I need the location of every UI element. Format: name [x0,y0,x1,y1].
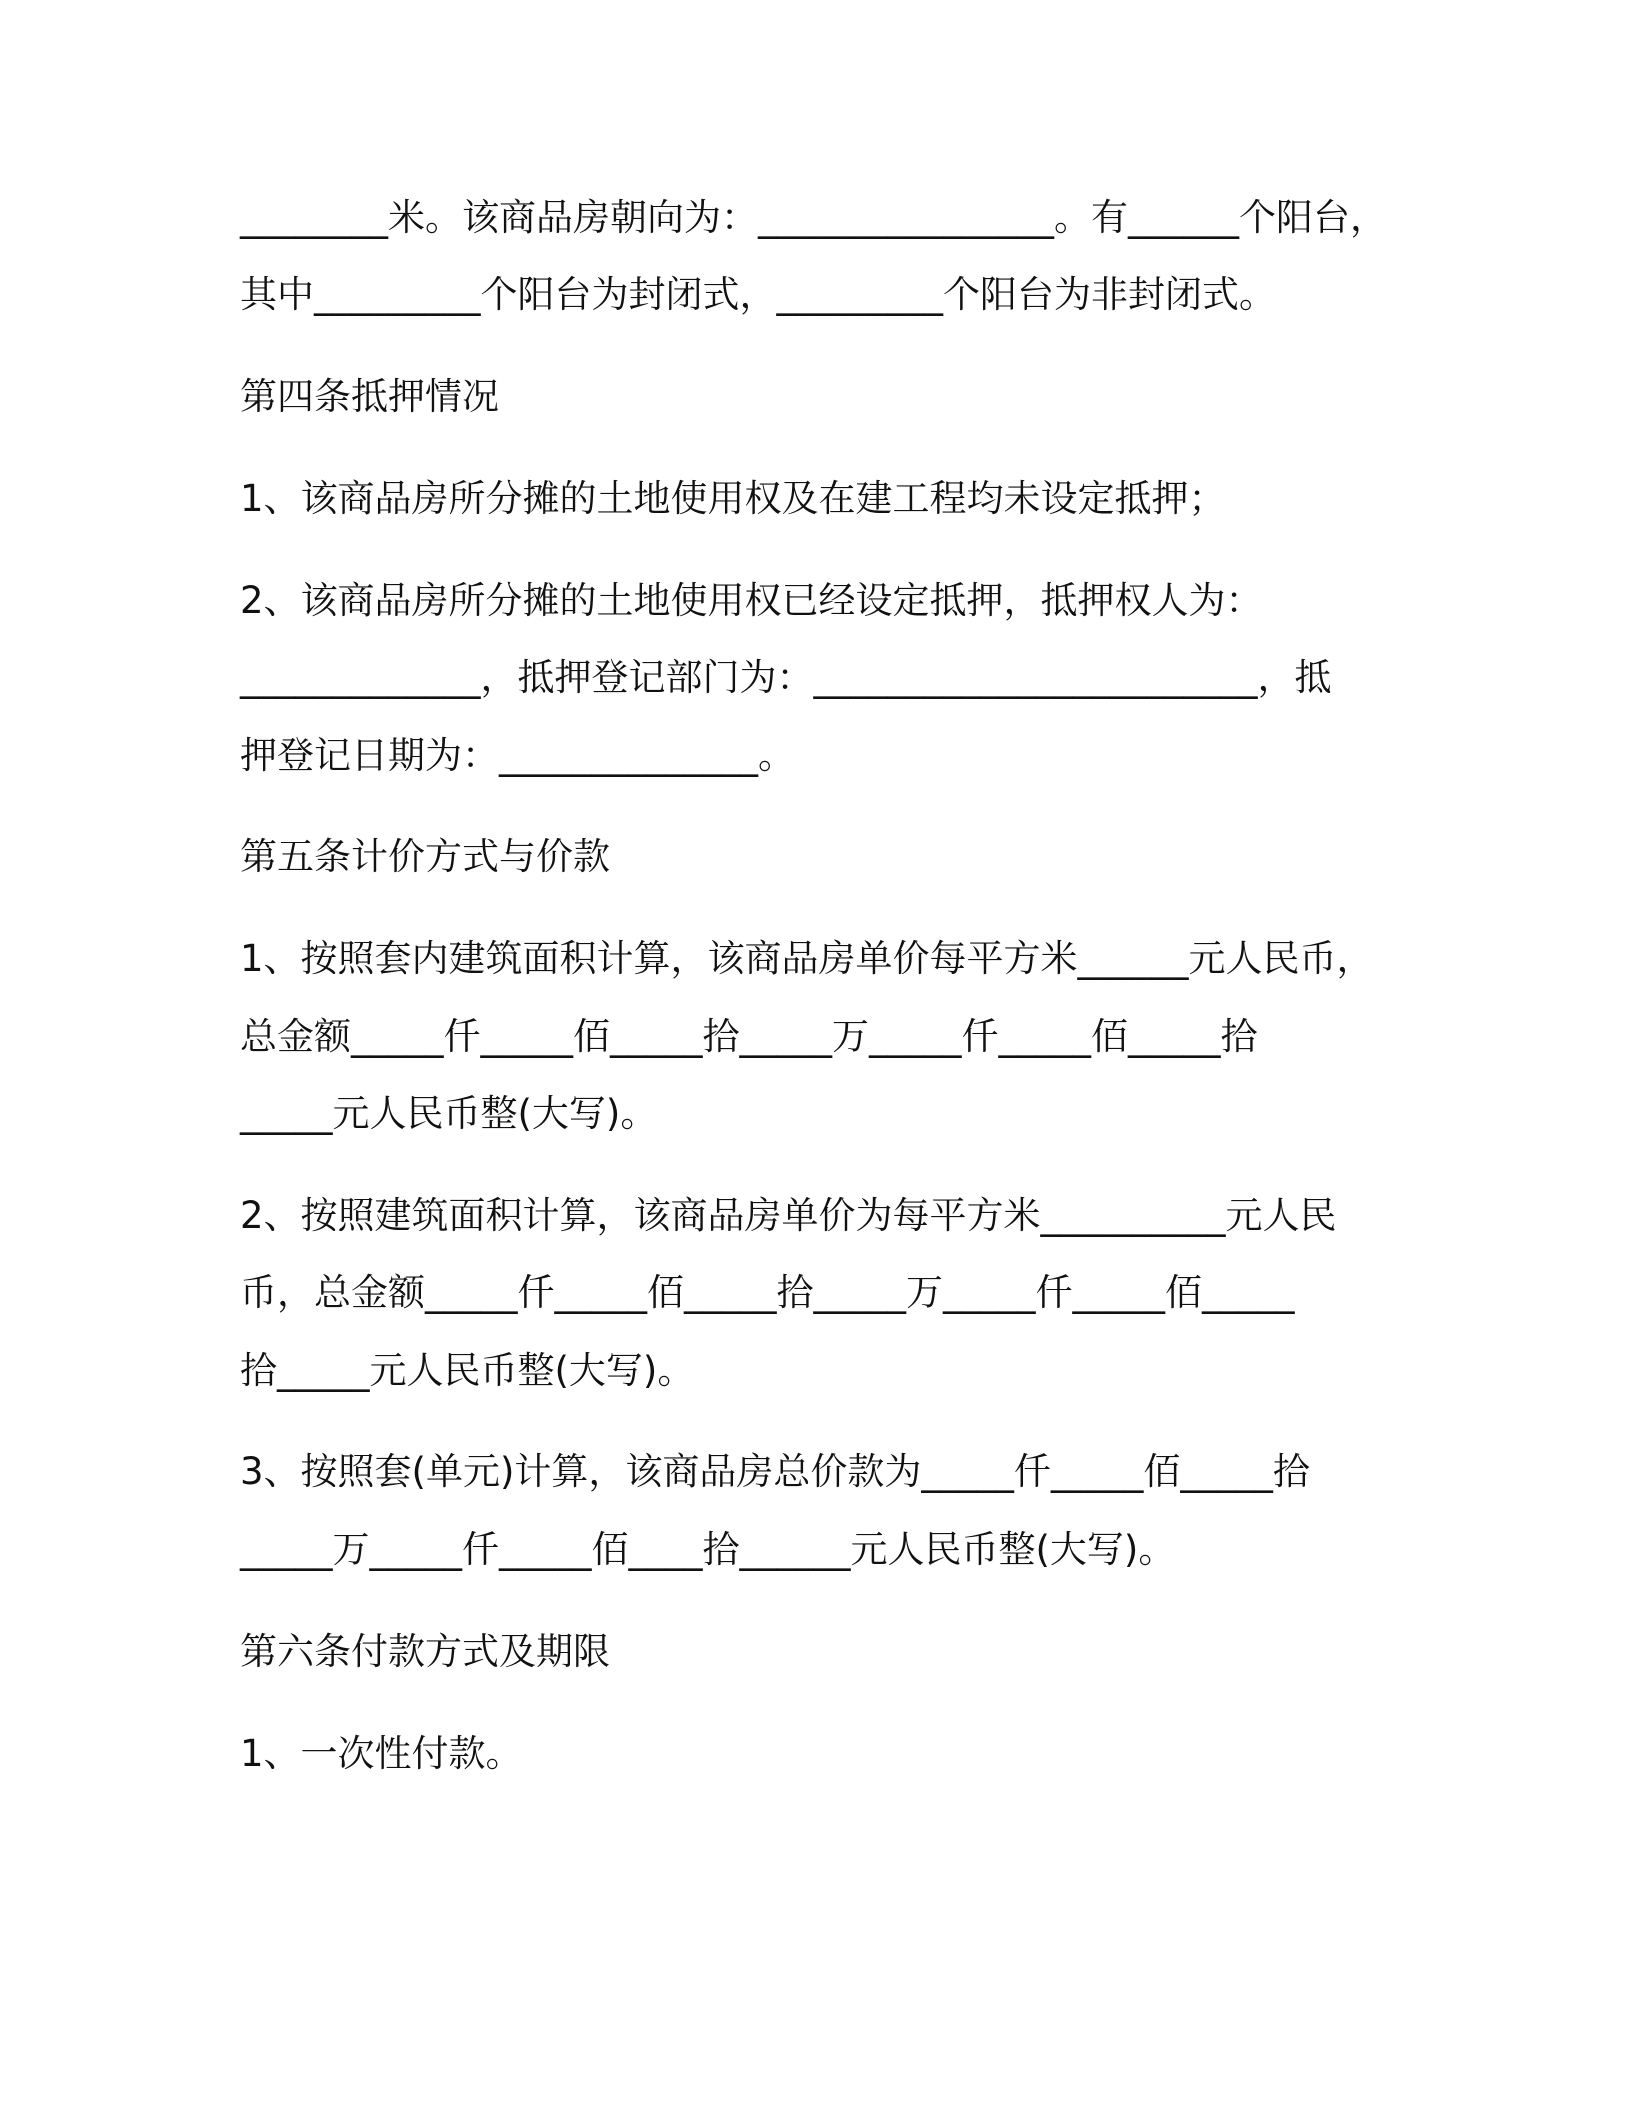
text-line: 押登记日期为：______________。 [240,734,795,777]
section-heading: 第六条付款方式及期限 [240,1630,610,1673]
text-line: ________米。该商品房朝向为：________________。有______个阳台， [240,196,1387,239]
text-line: _____元人民币整(大写)。 [240,1092,658,1135]
text-line: 拾_____元人民币整(大写)。 [240,1349,695,1392]
text-line: _____万_____仟_____佰____拾______元人民币整(大写)。 [240,1528,1176,1571]
text-line: 3、按照套(单元)计算，该商品房总价款为_____仟_____佰_____拾 [240,1450,1310,1493]
text-line: 2、按照建筑面积计算，该商品房单价为每平方米__________元人民 [240,1194,1337,1237]
section-heading: 第四条抵押情况 [240,375,499,418]
text-line: _____________，抵押登记部门为：________________________，抵 [240,656,1332,699]
section-heading: 第五条计价方式与价款 [240,835,610,878]
text-line: 币，总金额_____仟_____佰_____拾_____万_____仟_____佰_____ [240,1271,1295,1314]
text-line: 2、该商品房所分摊的土地使用权已经设定抵押，抵押权人为： [240,579,1263,622]
text-line: 总金额_____仟_____佰_____拾_____万_____仟_____佰_____拾 [240,1015,1258,1058]
text-line: 1、一次性付款。 [240,1732,523,1775]
text-line: 1、该商品房所分摊的土地使用权及在建工程均未设定抵押； [240,477,1226,520]
text-line: 其中_________个阳台为封闭式，_________个阳台为非封闭式。 [240,273,1276,316]
text-line: 1、按照套内建筑面积计算，该商品房单价每平方米______元人民币， [240,937,1374,980]
